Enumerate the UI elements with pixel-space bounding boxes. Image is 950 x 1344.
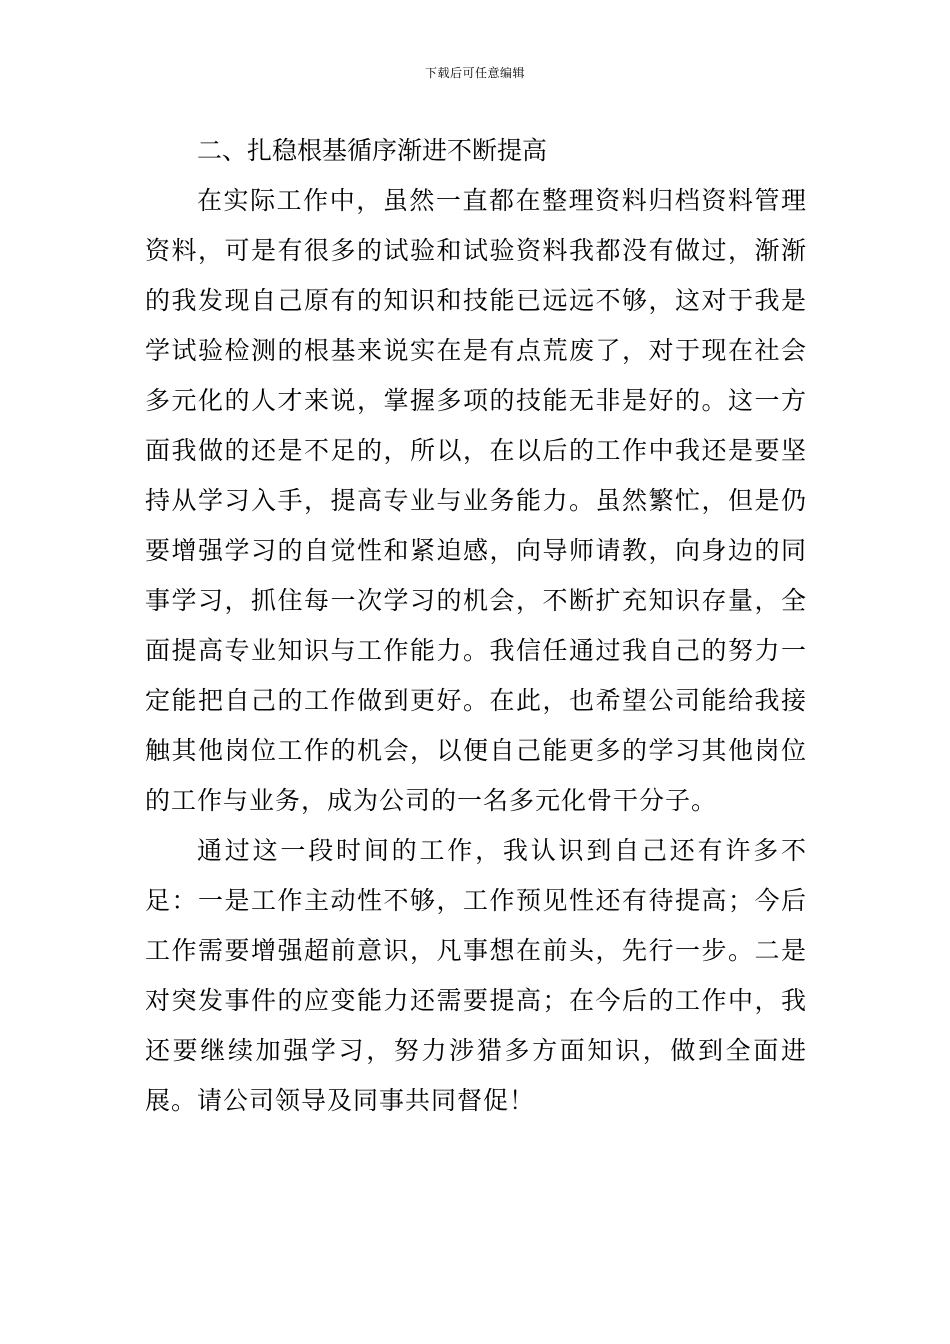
paragraph-2: 通过这一段时间的工作，我认识到自己还有许多不足：一是工作主动性不够，工作预见性还有待提高；今后工作需要增强超前意识，凡事想在前头，先行一步。二是对突发事件的应变能力还需要提高；在今后的工作中，我还要继续加强学习，努力涉猎多方面知识，做到全面进展。请公司领导及同事共同督促！ (145, 836, 807, 1115)
page-header: 下载后可任意编辑 (424, 66, 525, 80)
section-heading: 二、扎稳根基循序渐进不断提高 (197, 136, 548, 165)
paragraph-1: 在实际工作中，虽然一直都在整理资料归档资料管理资料，可是有很多的试验和试验资料我都没有做过，渐渐的我发现自己原有的知识和技能已远远不够，这对于我是学试验检测的根基来说实在是有点荒废了，对于现在社会多元化的人才来说，掌握多项的技能无非是好的。这一方面我做的还是不足的，所以，在以后的工作中我还是要坚持从学习入手，提高专业与业务能力。虽然繁忙，但是仍要增强学习的自觉性和紧迫感，向导师请教，向身边的同事学习，抓住每一次学习的机会，不断扩充知识存量，全面提高专业知识与工作能力。我信任通过我自己的努力一定能把自己的工作做到更好。在此，也希望公司能给我接触其他岗位工作的机会，以便自己能更多的学习其他岗位的工作与业务，成为公司的一名多元化骨干分子。 (145, 186, 807, 815)
document-body (145, 126, 807, 1126)
